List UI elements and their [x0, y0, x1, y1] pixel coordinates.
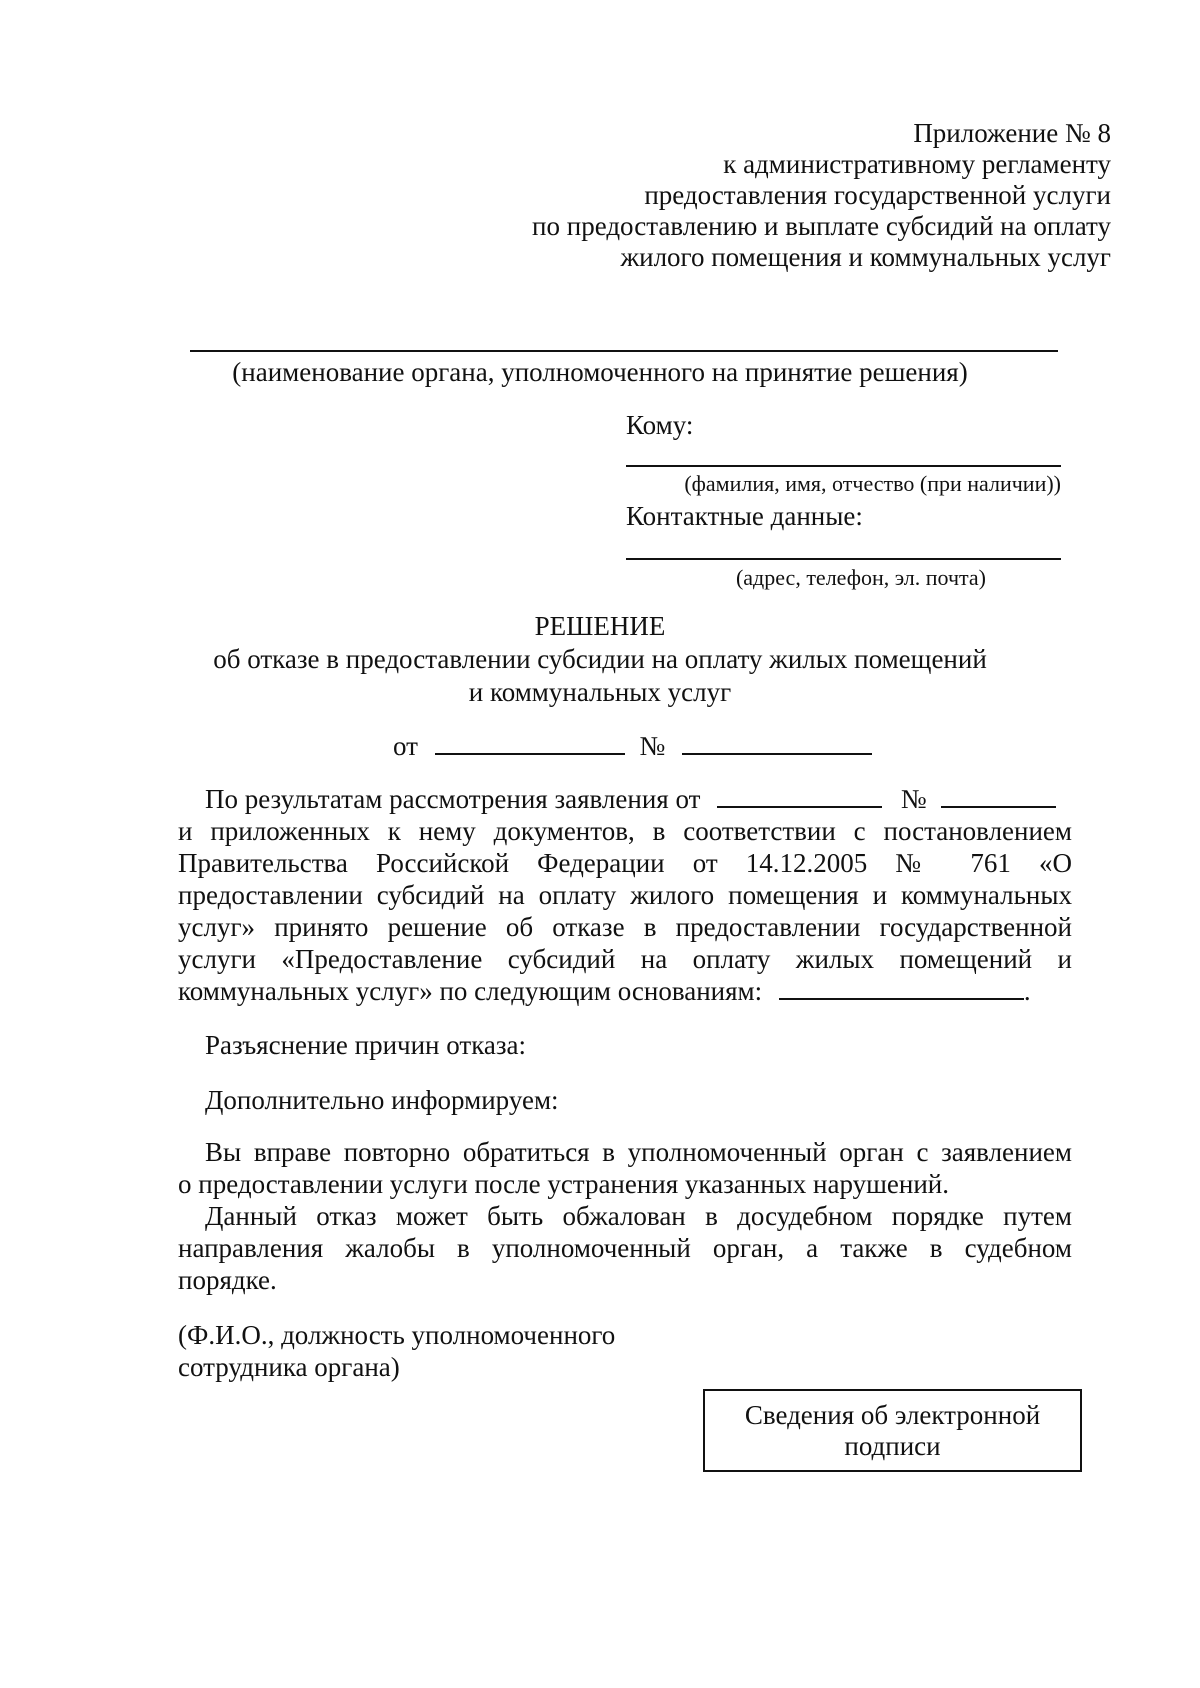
contacts-label: Контактные данные: — [626, 501, 863, 531]
appendix-line-3: предоставления государственной услуги — [644, 180, 1111, 210]
body-line-1 — [205, 784, 1072, 815]
body-line-7 — [178, 976, 1031, 1007]
decision-subtitle-line-2: и коммунальных услуг — [468, 677, 732, 707]
signature-box-line-1: Сведения об электронной — [744, 1400, 1041, 1430]
appendix-line-4: по предоставлению и выплате субсидий на оплату — [532, 211, 1111, 241]
body-line-6: услуги «Предоставление субсидий на оплату жилых помещений и — [178, 944, 1072, 974]
grounds-blank — [779, 976, 1024, 1000]
appendix-line-2: к административному регламенту — [723, 149, 1111, 179]
appendix-line-5: жилого помещения и коммунальных услуг — [620, 242, 1111, 272]
body-line-3: Правительства Российской Федерации от 14.12.2005 № 761 «О — [178, 848, 1072, 878]
body-line-7-end: . — [1023, 976, 1031, 1006]
body-line-4: предоставлении субсидий на оплату жилого помещения и коммунальных — [178, 880, 1072, 910]
organ-name-caption: (наименование органа, уполномоченного на принятие решения) — [232, 357, 968, 387]
signature-box-line-2: подписи — [844, 1431, 941, 1461]
contacts-line — [626, 558, 1061, 560]
explanation-label: Разъяснение причин отказа: — [205, 1030, 527, 1060]
appeal-line-1: Данный отказ может быть обжалован в досудебном порядке путем — [205, 1201, 1072, 1231]
appeal-line-2: направления жалобы в уполномоченный орган, а также в судебном — [178, 1233, 1072, 1263]
appendix-number: Приложение № 8 — [913, 118, 1111, 148]
body-line-7-text: коммунальных услуг» по следующим основаниям: — [178, 976, 763, 1006]
decision-date-row — [393, 731, 872, 762]
application-number-blank — [941, 784, 1056, 808]
appeal-line-3: порядке. — [178, 1265, 277, 1295]
decision-number-blank — [682, 731, 872, 755]
contacts-caption: (адрес, телефон, эл. почта) — [735, 565, 986, 590]
date-label: от — [393, 731, 418, 761]
body-line-5: услуг» принято решение об отказе в предоставлении государственной — [178, 912, 1072, 942]
body-line-2: и приложенных к нему документов, в соответствии с постановлением — [178, 816, 1072, 846]
reapply-line-2: о предоставлении услуги после устранения указанных нарушений. — [178, 1169, 950, 1199]
application-number-sign: № — [900, 784, 927, 814]
decision-subtitle-line-1: об отказе в предоставлении субсидии на оплату жилых помещений — [213, 644, 987, 674]
application-date-blank — [717, 784, 882, 808]
recipient-name-line — [626, 465, 1061, 467]
recipient-label: Кому: — [626, 410, 694, 440]
body-line-1-text: По результатам рассмотрения заявления от — [205, 784, 701, 814]
signatory-line-2: сотрудника органа) — [178, 1352, 400, 1382]
electronic-signature-box — [703, 1389, 1082, 1472]
additional-info-label: Дополнительно информируем: — [205, 1085, 559, 1115]
recipient-name-caption: (фамилия, имя, отчество (при наличии)) — [684, 471, 1061, 496]
signatory-line-1: (Ф.И.О., должность уполномоченного — [178, 1320, 616, 1350]
number-sign: № — [639, 731, 666, 761]
decision-date-blank — [435, 731, 625, 755]
appendix-header — [532, 118, 1111, 273]
reapply-line-1: Вы вправе повторно обратиться в уполномоченный орган с заявлением — [205, 1137, 1072, 1167]
decision-title: РЕШЕНИЕ — [534, 611, 666, 641]
organ-name-line — [190, 350, 1058, 352]
